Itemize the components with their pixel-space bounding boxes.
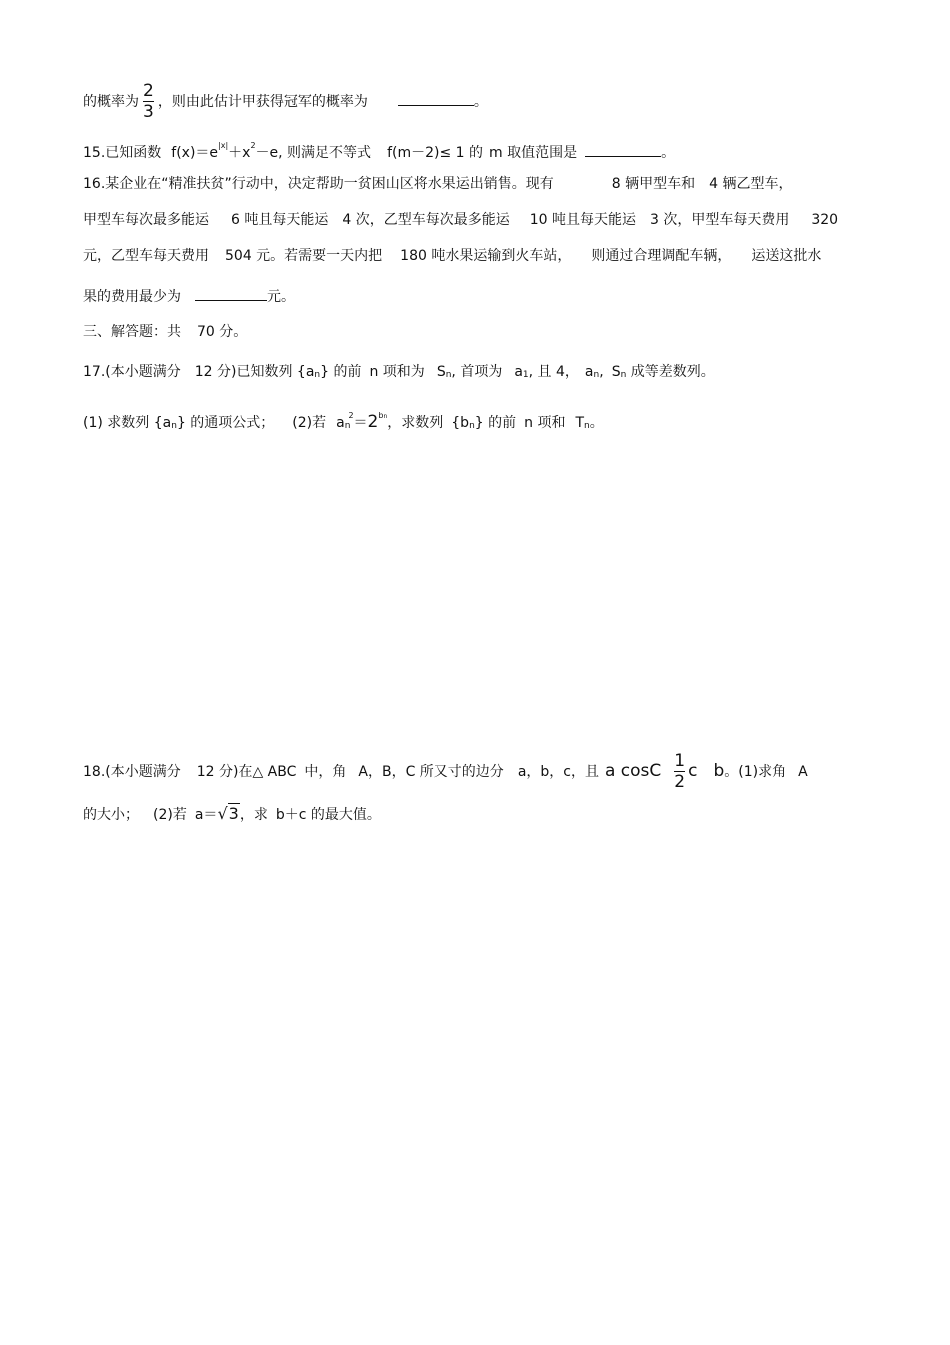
q17-p6: 2 bbox=[367, 412, 379, 432]
q17-l: 成等差数列。 bbox=[626, 364, 715, 380]
q15-end: 。 bbox=[661, 145, 676, 161]
q16-l3d: 则通过合理调配车辆， bbox=[591, 248, 732, 264]
section-3-b: 70 分。 bbox=[197, 324, 248, 340]
q15-range: m 取值范围是 bbox=[489, 145, 578, 161]
q17-i-sub: n bbox=[593, 370, 600, 380]
q16-l2a: 甲型车每次最多能运 bbox=[83, 212, 209, 228]
q14-frac-den: 3 bbox=[143, 102, 154, 122]
q18-l: (2)若 bbox=[153, 807, 187, 823]
q17-p8-sub: n bbox=[469, 421, 475, 431]
q17-p11: T bbox=[575, 415, 585, 431]
q17-a: 17.(本小题满分 bbox=[83, 364, 181, 380]
q17-j: , bbox=[599, 364, 604, 380]
section-3-a: 三、解答题：共 bbox=[83, 324, 181, 340]
q18-f: a cosC bbox=[604, 761, 662, 781]
q16-l1a: 16.某企业在“精准扶贫”行动中，决定帮助一贫困山区将水果运出销售。现有 bbox=[83, 176, 554, 192]
q17-p10: n 项和 bbox=[524, 415, 566, 431]
q16-line-2 bbox=[83, 210, 838, 230]
q16-l1b: 8 辆甲型车和 bbox=[611, 176, 696, 192]
q17-p4-sup: 2 bbox=[348, 411, 354, 420]
q17-line-2 bbox=[83, 406, 604, 436]
q14-fraction bbox=[143, 82, 154, 122]
q17-k-sub: n bbox=[620, 370, 627, 380]
q17-g: a bbox=[514, 364, 523, 380]
q18-o: b＋c 的最大值。 bbox=[275, 807, 381, 823]
q18-e: a，b，c，且 bbox=[517, 764, 599, 780]
q18-i: 。(1)求角 bbox=[724, 764, 787, 780]
q15-line bbox=[83, 136, 675, 163]
q18-d: A，B，C 所又寸的边分 bbox=[358, 764, 504, 780]
q17-k: S bbox=[611, 364, 621, 380]
q15-square: 2 bbox=[250, 141, 256, 150]
q14-prefix: 的概率为 bbox=[83, 94, 139, 110]
q18-c: 中，角 bbox=[304, 764, 347, 780]
q18-radicand: 3 bbox=[228, 804, 239, 823]
q16-l2b: 6 吨且每天能运 bbox=[231, 212, 329, 228]
q14-line bbox=[83, 82, 488, 122]
q17-e: S bbox=[436, 364, 446, 380]
q18-k: 的大小； bbox=[83, 807, 139, 823]
q16-l4b: 元。 bbox=[267, 289, 295, 305]
q17-p4-sub: n bbox=[344, 421, 351, 431]
q17-p12: 。 bbox=[589, 415, 604, 431]
q17-p4: a bbox=[336, 415, 345, 431]
q17-p6-sup bbox=[378, 411, 387, 420]
q17-p9: } 的前 bbox=[474, 415, 517, 431]
q18-fraction bbox=[674, 752, 685, 792]
q18-h: b bbox=[713, 761, 725, 781]
q15-answer-blank[interactable] bbox=[585, 142, 661, 157]
q17-p2: } 的通项公式； bbox=[176, 415, 275, 431]
q17-p5: ＝ bbox=[353, 415, 368, 431]
q16-l2e: 3 次，甲型车每天费用 bbox=[649, 212, 790, 228]
q14-suffix: ，则由此估计甲获得冠军的概率为 bbox=[157, 94, 368, 110]
q15-func-b: ＋x bbox=[228, 145, 251, 161]
q17-p3: (2)若 bbox=[292, 415, 327, 431]
q18-line-2 bbox=[83, 804, 381, 825]
q17-c: } 的前 bbox=[320, 364, 362, 380]
q16-l2c: 4 次，乙型车每次最多能运 bbox=[342, 212, 510, 228]
q16-l3e: 运送这批水 bbox=[751, 248, 822, 264]
q17-g-sub: 1 bbox=[522, 370, 529, 380]
q16-line-1 bbox=[83, 174, 793, 194]
q14-answer-blank[interactable] bbox=[398, 91, 474, 106]
q18-frac-den: 2 bbox=[674, 772, 686, 792]
q16-l3c: 180 吨水果运输到火车站， bbox=[400, 248, 572, 264]
q15-ineq: f(m－2)≤ 1 的 bbox=[387, 145, 483, 161]
q17-h: , 且 4， bbox=[528, 364, 579, 380]
q15-func-c: －e, 则满足不等式 bbox=[255, 145, 372, 161]
q18-m: a＝ bbox=[194, 807, 218, 823]
q16-answer-blank[interactable] bbox=[195, 286, 267, 301]
q17-e-sub: n bbox=[445, 370, 452, 380]
q17-i: a bbox=[584, 364, 594, 380]
q15-number: 15. bbox=[83, 145, 106, 161]
q16-line-3 bbox=[83, 246, 821, 266]
q17-p8: {b bbox=[451, 415, 470, 431]
q17-p11-sub: n bbox=[584, 421, 590, 431]
q18-n: ，求 bbox=[239, 807, 268, 823]
q16-l4a: 果的费用最少为 bbox=[83, 289, 181, 305]
q15-func-a: f(x)＝e bbox=[171, 145, 219, 161]
q17-line-1 bbox=[83, 362, 715, 385]
q17-b-sub: n bbox=[314, 370, 321, 380]
q17-d: n 项和为 bbox=[369, 364, 425, 380]
q17-p1: (1) 求数列 {a bbox=[83, 415, 172, 431]
q15-text-a: 已知函数 bbox=[105, 145, 162, 161]
q18-a: 18.(本小题满分 bbox=[83, 764, 181, 780]
q18-frac-num: 1 bbox=[674, 751, 686, 771]
q16-l3a: 元，乙型车每天费用 bbox=[83, 248, 209, 264]
q15-exp: |x| bbox=[218, 141, 229, 150]
q18-b: 12 分)在△ ABC bbox=[196, 764, 297, 780]
q16-l2d: 10 吨且每天能运 bbox=[529, 212, 636, 228]
q18-line-1 bbox=[83, 752, 808, 792]
q17-p1-sub: n bbox=[171, 421, 177, 431]
q18-sqrt: √3 bbox=[217, 804, 239, 823]
q18-j: A bbox=[798, 764, 808, 780]
q16-l2f: 320 bbox=[811, 212, 839, 228]
q16-l1c: 4 辆乙型车， bbox=[709, 176, 793, 192]
q17-b: 12 分)已知数列 {a bbox=[194, 364, 315, 380]
q14-end: 。 bbox=[473, 94, 488, 110]
q16-line-4 bbox=[83, 286, 295, 307]
q18-g: c bbox=[688, 761, 698, 781]
q14-frac-num: 2 bbox=[143, 81, 154, 101]
q17-p7: ，求数列 bbox=[387, 415, 444, 431]
q17-p6-sup-b: b bbox=[378, 411, 384, 420]
q17-p6-sup-n: n bbox=[383, 413, 388, 420]
section-3-heading bbox=[83, 322, 247, 342]
q17-f: , 首项为 bbox=[451, 364, 503, 380]
q16-l3b: 504 元。若需要一天内把 bbox=[225, 248, 383, 264]
